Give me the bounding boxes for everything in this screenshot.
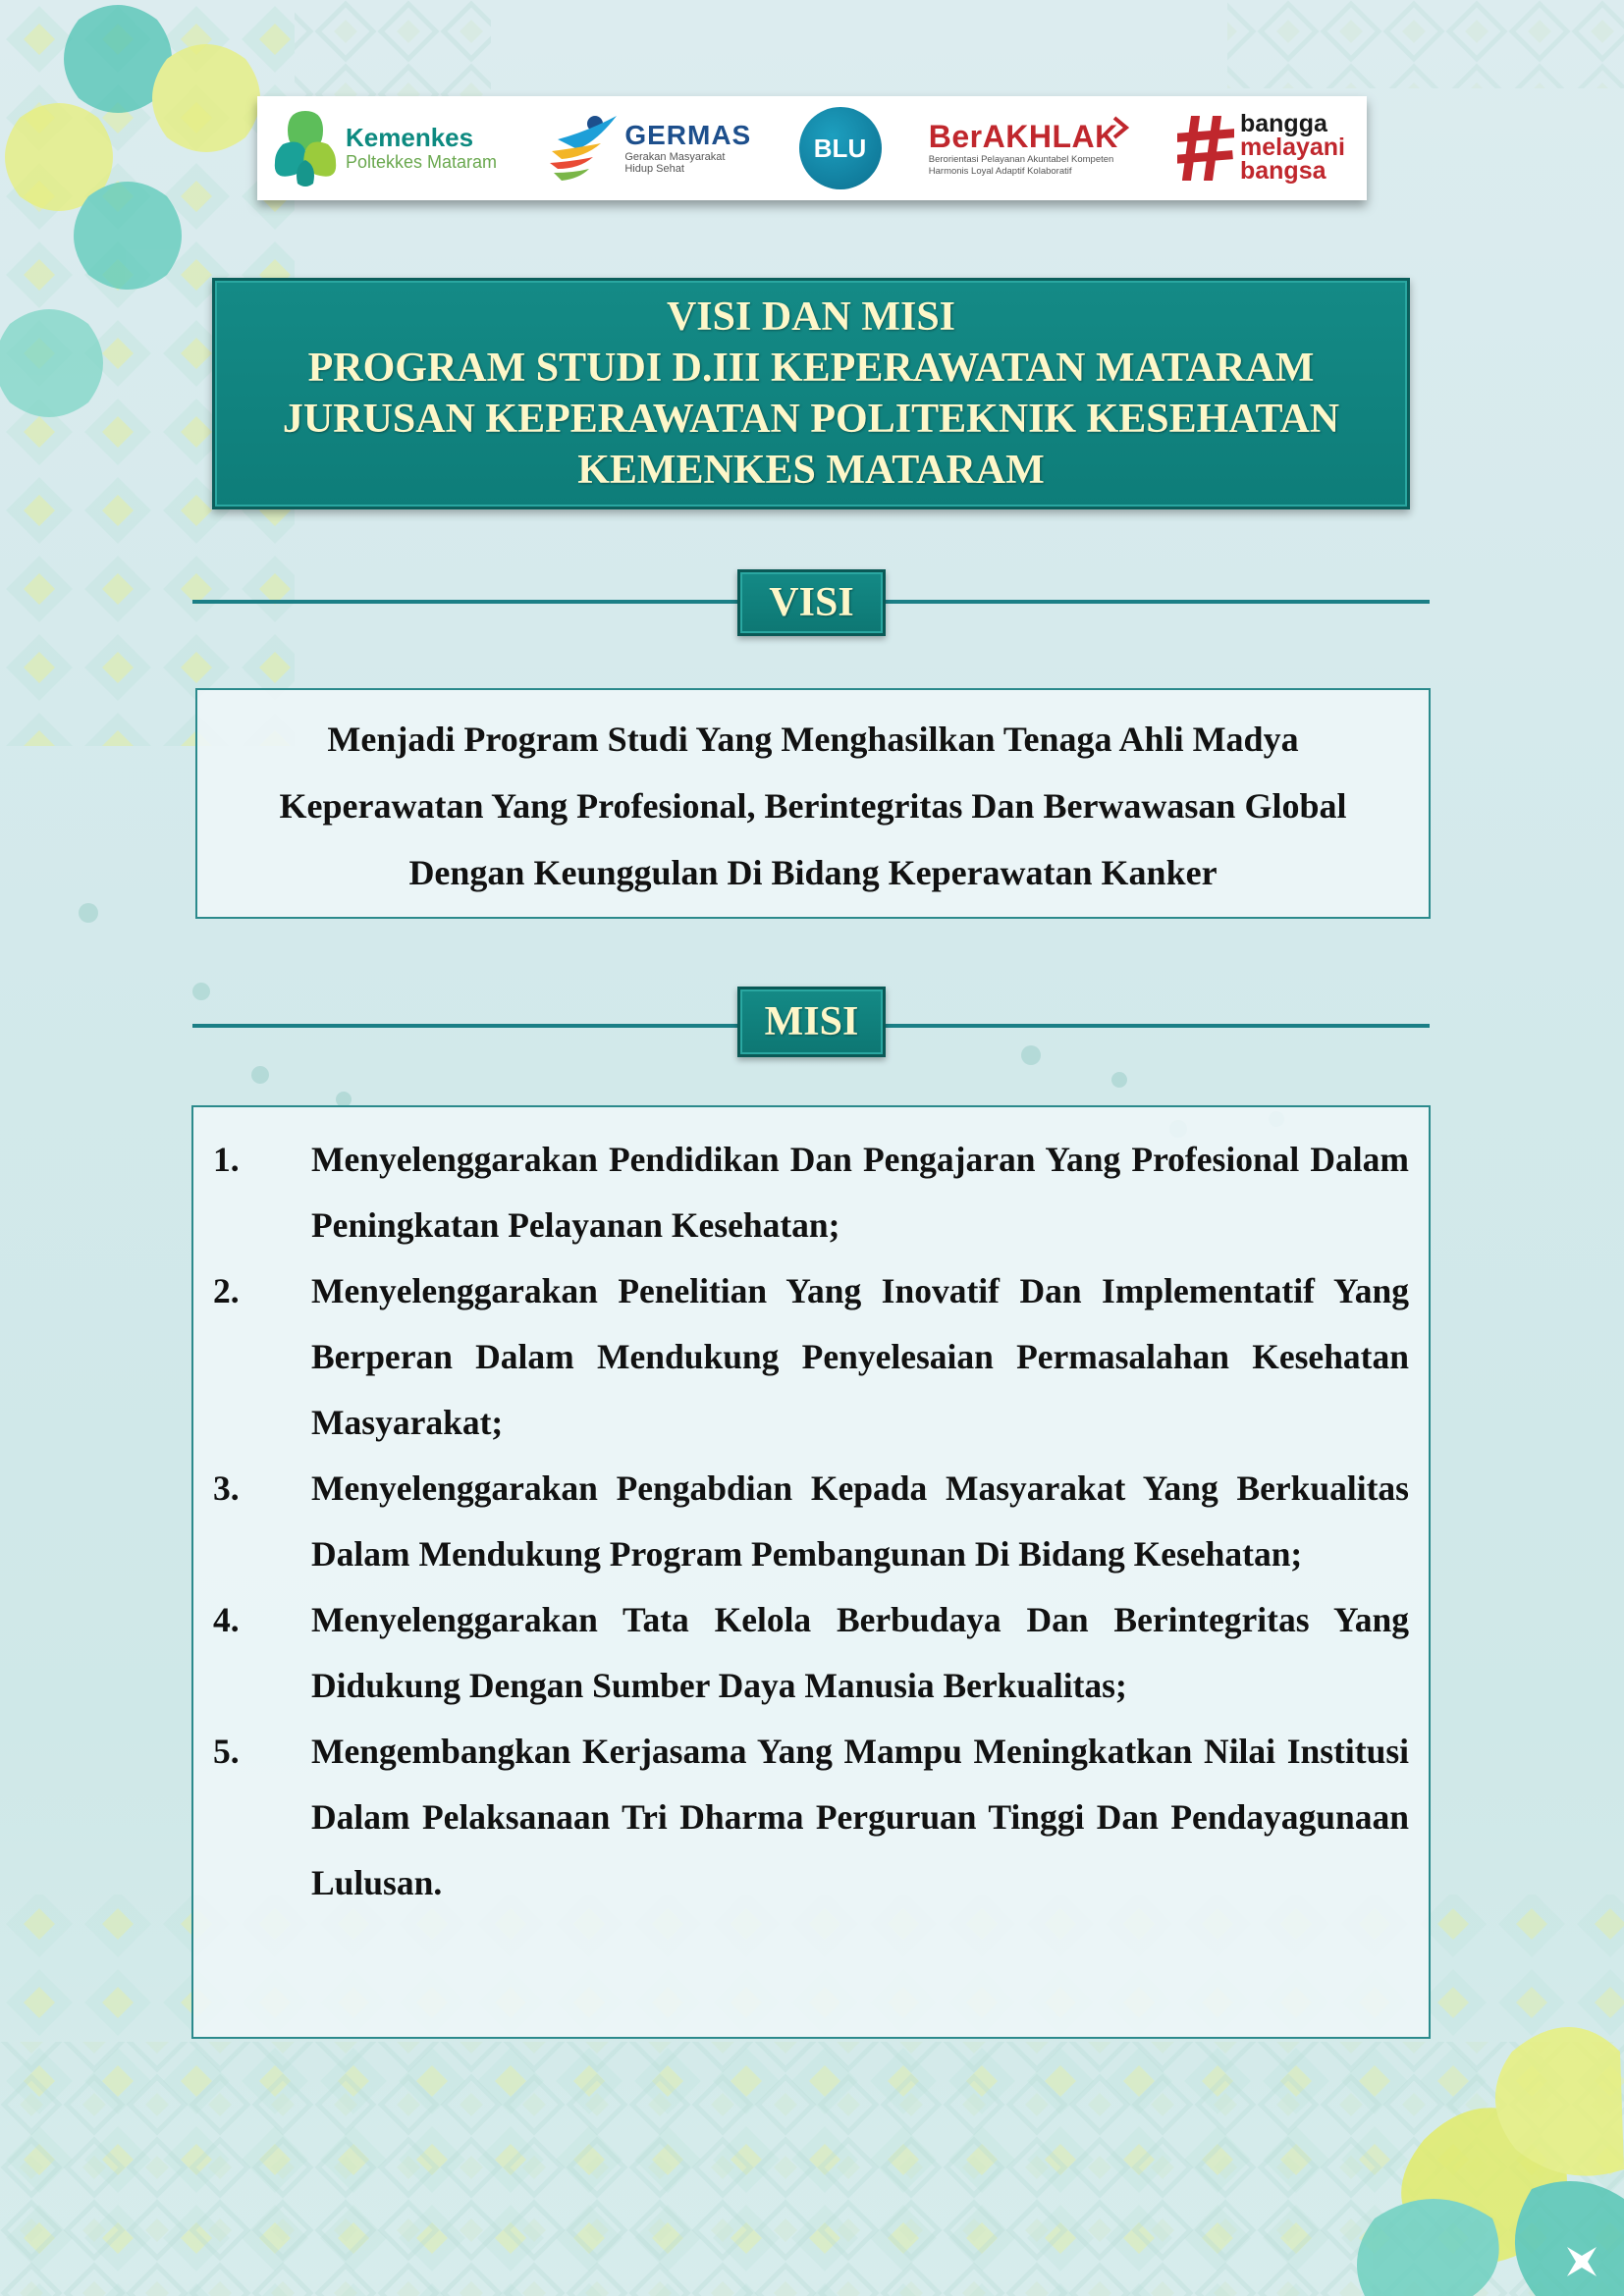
corner-star-icon: [1567, 2247, 1597, 2276]
title-line-2: PROGRAM STUDI D.III KEPERAWATAN MATARAM: [307, 346, 1315, 391]
misi-box: [191, 1105, 1431, 2039]
visi-line-1: Menjadi Program Studi Yang Menghasilkan Tenaga Ahli Madya: [327, 720, 1299, 759]
bangga-line1: bangga: [1239, 110, 1327, 138]
title-line-3: JURUSAN KEPERAWATAN POLITEKNIK KESEHATAN: [282, 397, 1340, 442]
germas-logo: [544, 110, 751, 187]
misi-item-text: Menyelenggarakan Pengabdian Kepada Masyarakat Yang Berkualitas Dalam Mendukung Program Pembangunan Di Bidang Kesehatan;: [311, 1468, 1409, 1574]
misi-item-text: Menyelenggarakan Tata Kelola Berbudaya Dan Berintegritas Yang Didukung Dengan Sumber Daya Manusia Berkualitas;: [311, 1600, 1409, 1705]
title-line-4: KEMENKES MATARAM: [577, 448, 1045, 493]
germas-name: GERMAS: [624, 119, 752, 150]
visi-statement: [197, 690, 1429, 906]
misi-item: [213, 1258, 1409, 1456]
germas-subtitle-line1: Gerakan Masyarakat: [624, 150, 726, 163]
misi-item-number: 5.: [213, 1732, 240, 1771]
berakhlak-arrow-icon: [1110, 114, 1130, 143]
visi-heading: VISI: [737, 569, 886, 636]
berakhlak-logo: [929, 120, 1130, 177]
title-line-1: VISI DAN MISI: [666, 294, 956, 340]
misi-item-number: 2.: [213, 1271, 240, 1310]
kemenkes-leaf-icon: [273, 107, 338, 189]
misi-list: [193, 1107, 1429, 1916]
misi-item: [213, 1719, 1409, 1916]
kemenkes-subtitle: Poltekkes Mataram: [346, 152, 498, 173]
misi-item-text: Menyelenggarakan Pendidikan Dan Pengajaran Yang Profesional Dalam Peningkatan Pelayanan Kesehatan;: [311, 1140, 1409, 1245]
misi-item-text: Mengembangkan Kerjasama Yang Mampu Meningkatkan Nilai Institusi Dalam Pelaksanaan Tri Dharma Perguruan Tinggi Dan Pendayagunaan Lulusan.: [311, 1732, 1409, 1902]
berakhlak-name: BerAKHLAK: [928, 119, 1118, 155]
blu-circle: BLU: [799, 107, 882, 189]
logo-banner: [257, 96, 1367, 200]
misi-item-number: 3.: [213, 1468, 240, 1508]
title-banner: [212, 278, 1410, 509]
germas-subtitle-line2: Hidup Sehat: [624, 163, 684, 176]
berakhlak-subtitle-line2: Harmonis Loyal Adaptif Kolaboratif: [928, 165, 1072, 177]
kemenkes-logo: [273, 107, 497, 189]
misi-item-number: 1.: [213, 1140, 240, 1179]
visi-line-2: Keperawatan Yang Profesional, Berintegritas Dan Berwawasan Global: [279, 786, 1347, 826]
misi-item-text: Menyelenggarakan Penelitian Yang Inovatif Dan Implementatif Yang Berperan Dalam Mendukung Penyelesaian Permasalahan Kesehatan Masyarakat;: [311, 1271, 1409, 1442]
misi-item-number: 4.: [213, 1600, 240, 1639]
misi-heading: MISI: [737, 987, 886, 1057]
visi-box: [195, 688, 1431, 919]
misi-item: [213, 1127, 1409, 1258]
visi-line-3: Dengan Keunggulan Di Bidang Keperawatan Kanker: [408, 853, 1218, 892]
bangga-line3: bangsa: [1239, 156, 1326, 185]
berakhlak-subtitle-line1: Berorientasi Pelayanan Akuntabel Kompeten: [928, 154, 1114, 166]
blu-logo: [799, 107, 882, 189]
germas-figure-icon: [544, 110, 623, 187]
kemenkes-name: Kemenkes: [346, 122, 474, 152]
bangga-melayani-logo: [1177, 110, 1345, 185]
misi-item: [213, 1587, 1409, 1719]
hashtag-icon: [1177, 116, 1234, 181]
misi-item: [213, 1456, 1409, 1587]
bangga-line2: melayani: [1239, 133, 1345, 162]
